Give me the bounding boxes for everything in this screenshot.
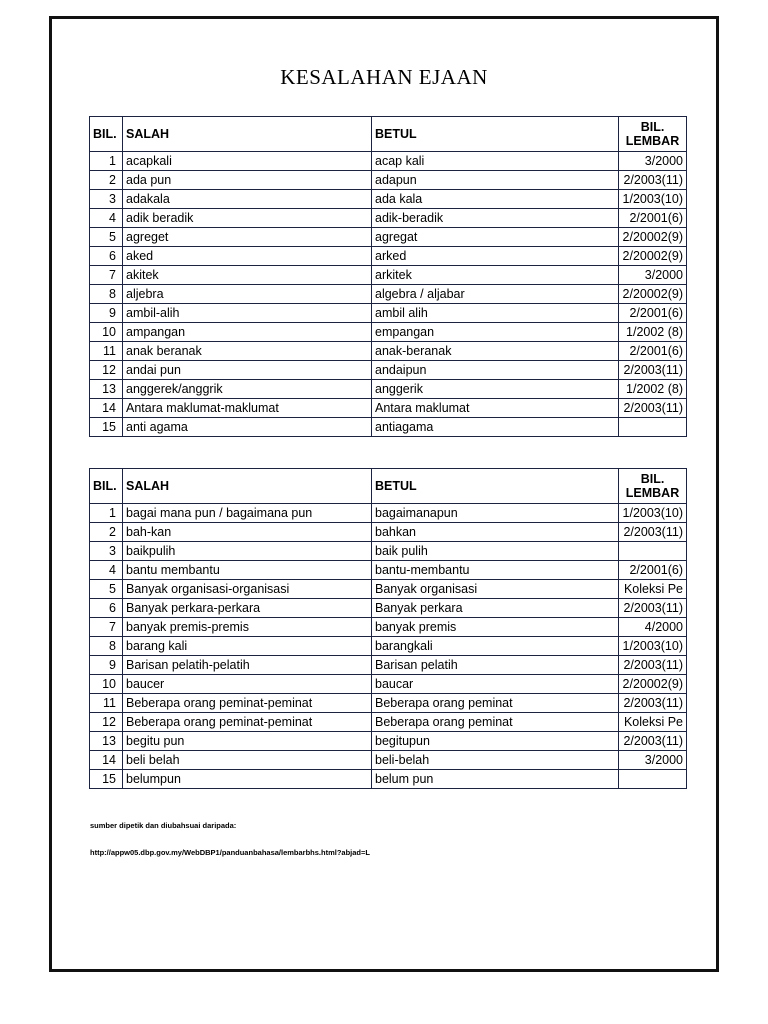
cell-bil: 1 [90,504,123,523]
table-row [90,380,687,399]
cell-bil-lembar: 1/2002 (8) [619,380,687,399]
source-url: http://appw05.dbp.gov.my/WebDBP1/panduanbahasa/lembarbhs.html?abjad=L [90,848,370,857]
table-row [90,561,687,580]
cell-betul: anak-beranak [372,342,619,361]
cell-bil: 3 [90,542,123,561]
table-row [90,637,687,656]
cell-salah: ampangan [123,323,372,342]
cell-betul: empangan [372,323,619,342]
cell-salah: adakala [123,190,372,209]
cell-bil-lembar: 1/2003(10) [619,504,687,523]
cell-bil-lembar: 2/2003(11) [619,361,687,380]
cell-bil: 13 [90,380,123,399]
cell-betul: adapun [372,171,619,190]
cell-bil-lembar: 2/2003(11) [619,732,687,751]
header-bil: BIL. [90,117,123,152]
cell-bil-lembar: Koleksi Pe [619,580,687,599]
cell-bil: 7 [90,618,123,637]
source-label: sumber dipetik dan diubahsuai daripada: [90,821,237,830]
cell-bil: 1 [90,152,123,171]
header-salah: SALAH [123,469,372,504]
cell-bil-lembar: 1/2003(10) [619,637,687,656]
cell-betul: baik pulih [372,542,619,561]
header-lembar-line-1: BIL. [640,120,665,134]
cell-bil-lembar: 2/2003(11) [619,656,687,675]
table-row [90,228,687,247]
table-row [90,656,687,675]
cell-betul: bahkan [372,523,619,542]
cell-salah: adik beradik [123,209,372,228]
table-row [90,542,687,561]
cell-betul: antiagama [372,418,619,437]
cell-bil: 6 [90,599,123,618]
cell-salah: Banyak organisasi-organisasi [123,580,372,599]
cell-betul: bantu-membantu [372,561,619,580]
cell-bil-lembar: 3/2000 [619,266,687,285]
cell-betul: arked [372,247,619,266]
spelling-table-1 [89,116,687,437]
cell-bil: 12 [90,361,123,380]
table-row [90,751,687,770]
header-betul: BETUL [372,469,619,504]
cell-salah: Beberapa orang peminat-peminat [123,713,372,732]
cell-salah: Barisan pelatih-pelatih [123,656,372,675]
cell-salah: ambil-alih [123,304,372,323]
cell-bil-lembar [619,418,687,437]
cell-betul: Beberapa orang peminat [372,713,619,732]
cell-salah: Banyak perkara-perkara [123,599,372,618]
cell-bil-lembar: 2/2003(11) [619,399,687,418]
cell-bil-lembar: 2/2001(6) [619,304,687,323]
cell-bil: 5 [90,228,123,247]
table-row [90,209,687,228]
table-header-row [90,117,687,152]
cell-bil: 6 [90,247,123,266]
table-row [90,675,687,694]
table-row [90,418,687,437]
table-row [90,504,687,523]
document-page [49,16,719,972]
table-row [90,523,687,542]
page-title: KESALAHAN EJAAN [280,65,488,89]
cell-bil-lembar [619,542,687,561]
header-lembar-line-2: LEMBAR [625,486,680,500]
table-row [90,342,687,361]
cell-salah: aljebra [123,285,372,304]
cell-betul: andaipun [372,361,619,380]
cell-bil: 4 [90,561,123,580]
cell-betul: adik-beradik [372,209,619,228]
cell-salah: anak beranak [123,342,372,361]
cell-salah: bantu membantu [123,561,372,580]
cell-bil: 2 [90,523,123,542]
table-row [90,247,687,266]
cell-betul: algebra / aljabar [372,285,619,304]
cell-betul: beli-belah [372,751,619,770]
cell-bil: 2 [90,171,123,190]
header-lembar-line-2: LEMBAR [625,134,680,148]
cell-betul: Banyak perkara [372,599,619,618]
cell-bil: 9 [90,656,123,675]
cell-salah: akitek [123,266,372,285]
table-row [90,171,687,190]
cell-bil-lembar: 2/2003(11) [619,171,687,190]
cell-bil-lembar: 2/2003(11) [619,599,687,618]
cell-salah: acapkali [123,152,372,171]
cell-bil: 14 [90,751,123,770]
header-bil-lembar [619,469,687,504]
cell-bil-lembar: 3/2000 [619,751,687,770]
cell-bil-lembar: 2/2001(6) [619,342,687,361]
cell-betul: Barisan pelatih [372,656,619,675]
cell-salah: ada pun [123,171,372,190]
cell-bil-lembar [619,770,687,789]
cell-salah: baucer [123,675,372,694]
cell-bil-lembar: 2/2001(6) [619,209,687,228]
cell-betul: baucar [372,675,619,694]
cell-salah: andai pun [123,361,372,380]
header-salah: SALAH [123,117,372,152]
cell-betul: ada kala [372,190,619,209]
table-row [90,713,687,732]
table-row [90,694,687,713]
cell-betul: anggerik [372,380,619,399]
cell-betul: ambil alih [372,304,619,323]
table-row [90,732,687,751]
cell-bil: 15 [90,770,123,789]
cell-betul: agregat [372,228,619,247]
table-row [90,285,687,304]
cell-bil: 10 [90,323,123,342]
cell-bil: 9 [90,304,123,323]
cell-betul: begitupun [372,732,619,751]
table-row [90,618,687,637]
cell-salah: baikpulih [123,542,372,561]
table-row [90,304,687,323]
cell-salah: aked [123,247,372,266]
table-row [90,580,687,599]
cell-betul: banyak premis [372,618,619,637]
table-row [90,152,687,171]
cell-bil: 4 [90,209,123,228]
cell-salah: bah-kan [123,523,372,542]
cell-betul: Beberapa orang peminat [372,694,619,713]
cell-bil: 11 [90,694,123,713]
cell-bil-lembar: 2/2003(11) [619,694,687,713]
header-bil: BIL. [90,469,123,504]
cell-bil: 10 [90,675,123,694]
cell-bil: 11 [90,342,123,361]
cell-salah: agreget [123,228,372,247]
cell-bil: 13 [90,732,123,751]
cell-bil-lembar: 2/20002(9) [619,228,687,247]
cell-salah: begitu pun [123,732,372,751]
cell-bil: 5 [90,580,123,599]
cell-betul: acap kali [372,152,619,171]
cell-salah: anti agama [123,418,372,437]
cell-bil-lembar: Koleksi Pe [619,713,687,732]
table-row [90,361,687,380]
cell-salah: bagai mana pun / bagaimana pun [123,504,372,523]
cell-salah: beli belah [123,751,372,770]
table-row [90,770,687,789]
header-bil-lembar [619,117,687,152]
cell-betul: Antara maklumat [372,399,619,418]
cell-bil: 8 [90,285,123,304]
table-row [90,190,687,209]
cell-betul: bagaimanapun [372,504,619,523]
cell-salah: belumpun [123,770,372,789]
header-betul: BETUL [372,117,619,152]
cell-betul: Banyak organisasi [372,580,619,599]
cell-bil-lembar: 2/2001(6) [619,561,687,580]
cell-bil-lembar: 2/20002(9) [619,675,687,694]
cell-bil-lembar: 3/2000 [619,152,687,171]
table-row [90,399,687,418]
table-row [90,599,687,618]
cell-bil-lembar: 2/20002(9) [619,285,687,304]
cell-salah: banyak premis-premis [123,618,372,637]
cell-bil: 12 [90,713,123,732]
cell-bil-lembar: 1/2003(10) [619,190,687,209]
cell-bil: 14 [90,399,123,418]
cell-bil-lembar: 2/2003(11) [619,523,687,542]
cell-bil: 3 [90,190,123,209]
cell-salah: Antara maklumat-maklumat [123,399,372,418]
cell-bil-lembar: 2/20002(9) [619,247,687,266]
cell-betul: arkitek [372,266,619,285]
cell-betul: belum pun [372,770,619,789]
table-row [90,266,687,285]
table-header-row [90,469,687,504]
cell-bil-lembar: 4/2000 [619,618,687,637]
spelling-table-2 [89,468,687,789]
cell-bil: 8 [90,637,123,656]
cell-bil: 15 [90,418,123,437]
cell-salah: Beberapa orang peminat-peminat [123,694,372,713]
cell-salah: anggerek/anggrik [123,380,372,399]
cell-bil-lembar: 1/2002 (8) [619,323,687,342]
header-lembar-line-1: BIL. [640,472,665,486]
cell-bil: 7 [90,266,123,285]
table-row [90,323,687,342]
cell-salah: barang kali [123,637,372,656]
cell-betul: barangkali [372,637,619,656]
